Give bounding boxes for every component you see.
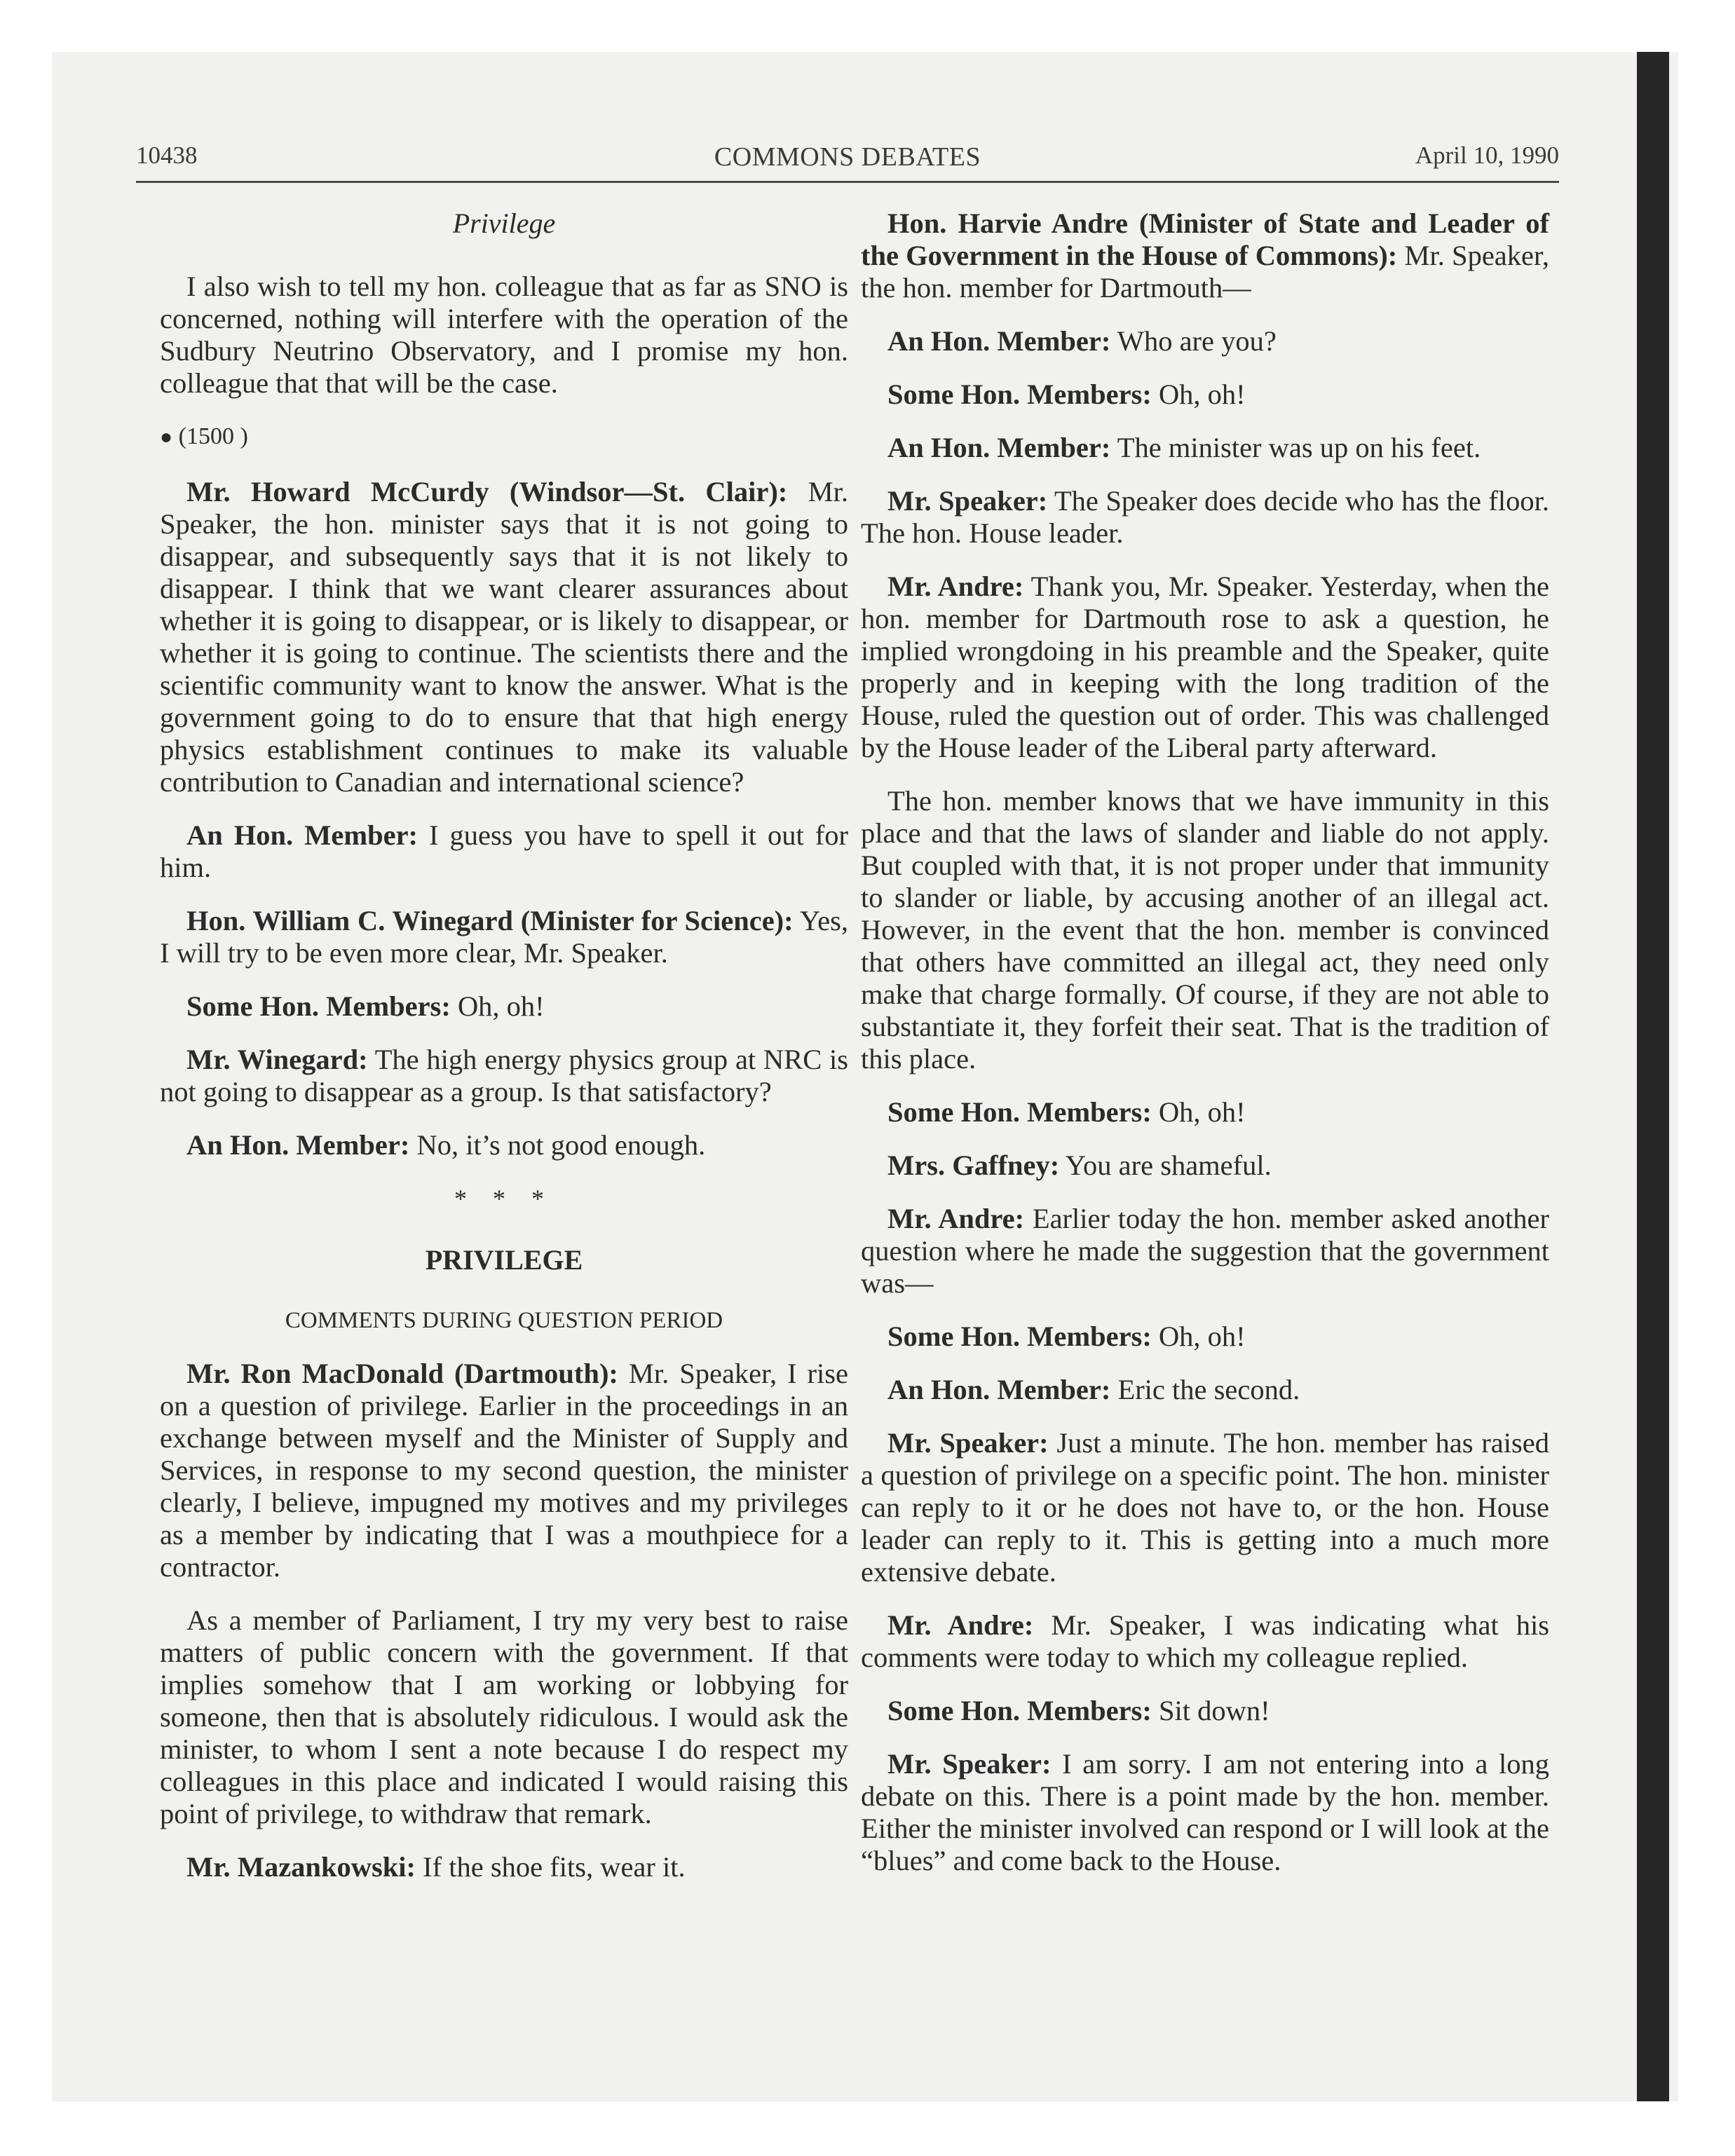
section-heading: PRIVILEGE — [425, 1244, 583, 1276]
speaker-name: An Hon. Member: — [186, 819, 419, 851]
speaker-name: An Hon. Member: — [186, 1129, 410, 1161]
speaker-name: Hon. Harvie Andre (Minister of State and Leader of the Government in the House of Commons): — [861, 207, 1549, 271]
speaker-name: Mr. Speaker: — [887, 1427, 1049, 1459]
speech-text: The Speaker does decide who has the floor. The hon. House leader. — [861, 485, 1549, 549]
speech-text: Thank you, Mr. Speaker. Yesterday, when the hon. member for Dartmouth rose to ask a question, he implied wrongdoing in his preamble and the Speaker, quite properly and in keeping with the long tradition of the House, ruled the question out of order. This was challenged by the House leader of the Liberal party afterward. — [861, 571, 1549, 763]
paragraph — [160, 1044, 848, 1108]
page-number: 10438 — [136, 142, 198, 169]
speaker-name: Some Hon. Members: — [887, 378, 1152, 410]
left-column — [160, 207, 848, 1904]
speaker-name: Mr. Mazankowski: — [186, 1851, 416, 1883]
paragraph — [160, 1604, 848, 1830]
time-marker-text: (1500 ) — [178, 423, 248, 449]
paragraph — [861, 432, 1549, 464]
publication-date: April 10, 1990 — [1415, 142, 1559, 169]
speaker-name: An Hon. Member: — [887, 1374, 1111, 1405]
speech-text: Mr. Speaker, the hon. member for Dartmouth— — [861, 240, 1549, 303]
speech-text: Mr. Speaker, I was indicating what his comments were today to which my colleague replied. — [861, 1609, 1549, 1673]
paragraph — [160, 1358, 848, 1583]
speaker-name: Some Hon. Members: — [186, 990, 451, 1022]
time-marker — [160, 421, 848, 453]
speech-text: The minister was up on his feet. — [1110, 432, 1481, 463]
header-rule — [136, 181, 1559, 183]
paragraph — [861, 785, 1549, 1075]
paragraph — [160, 905, 848, 969]
speech-text: I guess you have to spell it out for him. — [160, 819, 848, 883]
speech-text: No, it’s not good enough. — [409, 1129, 706, 1161]
speaker-name: Mr. Andre: — [887, 1203, 1025, 1234]
paragraph-text: As a member of Parliament, I try my very best to raise matters of public concern with the government. If that implies somehow that I am working or lobbying for someone, then that is absolutely ridiculous. I would ask the minister, to whom I sent a note because I do respect my colleagues in this place and indicated I would raising this point of privilege, to withdraw that remark. — [160, 1604, 848, 1829]
paragraph — [160, 1851, 848, 1883]
paragraph — [861, 1748, 1549, 1877]
speech-text: Who are you? — [1110, 325, 1277, 357]
speech-text: Earlier today the hon. member asked another question where he made the suggestion that the government was— — [861, 1203, 1549, 1299]
speech-text: Mr. Speaker, the hon. minister says that it is not going to disappear, and subsequently says that it is not likely to disappear. I think that we want clearer assurances about whether it is going to disappear, or is likely to disappear, or whether it is going to continue. The scientists there and the scientific community want to know the answer. What is the government going to do to ensure that that high energy physics establishment continues to make its valuable contribution to Canadian and international science? — [160, 476, 848, 798]
speaker-name: Mr. Howard McCurdy (Windsor—St. Clair): — [186, 476, 788, 507]
speaker-name: An Hon. Member: — [887, 432, 1111, 463]
speaker-name: Mrs. Gaffney: — [887, 1149, 1060, 1181]
section-separator: * * * — [454, 1185, 554, 1213]
paragraph — [861, 1203, 1549, 1299]
speech-text: Yes, I will try to be even more clear, Mr. Speaker. — [160, 905, 848, 969]
speech-text: Oh, oh! — [1151, 1321, 1246, 1352]
speaker-name: Some Hon. Members: — [887, 1096, 1152, 1128]
speech-text: Just a minute. The hon. member has raised a question of privilege on a specific point. The hon. minister can reply to it or he does not have to, or the hon. House leader can reply to it. This is getting into a much more extensive debate. — [861, 1427, 1549, 1588]
paragraph — [160, 476, 848, 798]
speech-text: Mr. Speaker, I rise on a question of privilege. Earlier in the proceedings in an exchange between myself and the Minister of Supply and Services, in response to my second question, the minister clearly, I believe, impugned my motives and my privileges as a member by indicating that I was a mouthpiece for a contractor. — [160, 1358, 849, 1583]
speaker-name: Mr. Andre: — [887, 571, 1024, 602]
subsection-heading: COMMENTS DURING QUESTION PERIOD — [285, 1308, 723, 1333]
paragraph — [861, 325, 1549, 357]
paragraph — [861, 571, 1549, 764]
paragraph — [861, 1609, 1549, 1674]
speaker-name: Mr. Speaker: — [887, 485, 1048, 517]
speaker-name: Mr. Andre: — [887, 1609, 1034, 1641]
speaker-name: Mr. Ron MacDonald (Dartmouth): — [186, 1358, 618, 1389]
paragraph — [861, 1321, 1549, 1353]
page-header — [136, 142, 1559, 181]
speech-text: Oh, oh! — [450, 990, 545, 1022]
paragraph — [160, 819, 848, 884]
paragraph — [160, 990, 848, 1023]
paragraph — [861, 1096, 1549, 1128]
publication-title: COMMONS DEBATES — [714, 142, 981, 172]
speech-text: If the shoe fits, wear it. — [416, 1851, 686, 1883]
speaker-name: Some Hon. Members: — [887, 1695, 1152, 1726]
paragraph-text: The hon. member knows that we have immunity in this place and that the laws of slander and liable do not apply. But coupled with that, it is not proper under that immunity to slander or liable, by accusing another of an illegal act. However, in the event that the hon. member is convinced that others have committed an illegal act, they need only make that charge formally. Of course, if they are not able to substantiate it, they forfeit their seat. That is the tradition of this place. — [861, 785, 1549, 1074]
speech-text: Eric the second. — [1110, 1374, 1300, 1405]
paragraph — [861, 1427, 1549, 1588]
scan-dark-edge — [1637, 52, 1669, 2101]
bullet-icon: ● — [160, 425, 173, 449]
paragraph — [861, 1695, 1549, 1727]
speaker-name: Mr. Winegard: — [186, 1044, 368, 1075]
running-head: Privilege — [452, 207, 556, 239]
paragraph — [861, 1374, 1549, 1406]
paragraph — [861, 1149, 1549, 1182]
speech-text: Oh, oh! — [1151, 378, 1246, 410]
speaker-name: An Hon. Member: — [887, 325, 1111, 357]
paragraph — [861, 485, 1549, 550]
paragraph — [861, 378, 1549, 411]
paragraph — [160, 271, 848, 400]
speaker-name: Some Hon. Members: — [887, 1321, 1152, 1352]
speech-text: Sit down! — [1151, 1695, 1270, 1726]
paragraph — [160, 1129, 848, 1161]
speaker-name: Hon. William C. Winegard (Minister for Science): — [186, 905, 794, 936]
speech-text: Oh, oh! — [1151, 1096, 1246, 1128]
paragraph-text: I also wish to tell my hon. colleague that as far as SNO is concerned, nothing will interfere with the operation of the Sudbury Neutrino Observatory, and I promise my hon. colleague that that will be the case. — [160, 271, 848, 399]
paragraph — [861, 207, 1549, 304]
speech-text: You are shameful. — [1059, 1149, 1272, 1181]
speech-text: The high energy physics group at NRC is not going to disappear as a group. Is that satisfactory? — [160, 1044, 848, 1107]
speaker-name: Mr. Speaker: — [887, 1748, 1052, 1780]
speech-text: I am sorry. I am not entering into a long debate on this. There is a point made by the hon. member. Either the minister involved can respond or I will look at the “blues” and come back to the House. — [861, 1748, 1549, 1876]
right-column — [861, 207, 1549, 1898]
